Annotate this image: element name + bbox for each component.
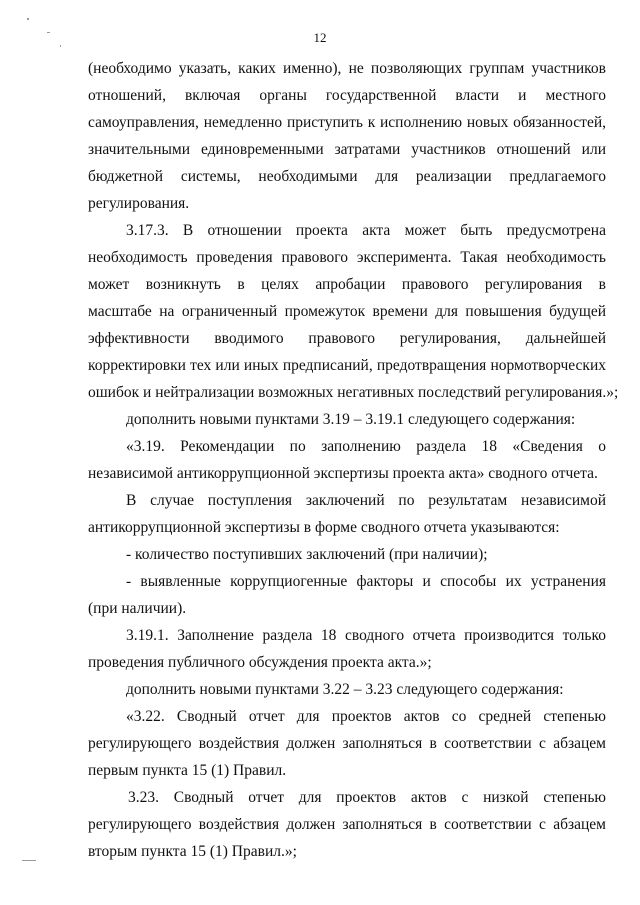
list-item: - количество поступивших заключений (при наличии); bbox=[126, 546, 488, 563]
text-line: корректировки тех или иных предписаний, предотвращения нормотворческих bbox=[88, 357, 606, 374]
text-line: первым пункта 15 (1) Правил. bbox=[88, 762, 287, 779]
text-line: самоуправления, немедленно приступить к исполнению новых обязанностей, bbox=[88, 114, 606, 131]
text-line: бюджетной системы, необходимыми для реализации предлагаемого bbox=[88, 168, 606, 185]
text-line: ошибок и нейтрализации возможных негативных последствий регулирования.»; bbox=[88, 384, 619, 401]
text-line: отношений, включая органы государственной власти и местного bbox=[88, 87, 606, 104]
text-line: регулирующего воздействия должен заполняться в соответствии с абзацем bbox=[88, 735, 606, 752]
scan-mark bbox=[47, 32, 50, 33]
text-line: значительными единовременными затратами участников отношений или bbox=[88, 141, 606, 158]
text-line: В случае поступления заключений по результатам независимой bbox=[126, 492, 606, 509]
text-line: дополнить новыми пунктами 3.19 – 3.19.1 следующего содержания: bbox=[126, 411, 576, 428]
text-line: регулирования. bbox=[88, 195, 190, 212]
text-line: (необходимо указать, каких именно), не позволяющих группам участников bbox=[88, 60, 606, 77]
text-line: 3.17.3. В отношении проекта акта может быть предусмотрена bbox=[126, 222, 606, 239]
text-line: 3.19.1. Заполнение раздела 18 сводного отчета производится только bbox=[126, 627, 606, 644]
text-line: «3.22. Сводный отчет для проектов актов со средней степенью bbox=[126, 708, 606, 725]
text-line: (при наличии). bbox=[88, 600, 187, 617]
scan-mark bbox=[22, 860, 36, 861]
text-line: регулирующего воздействия должен заполняться в соответствии с абзацем bbox=[88, 816, 606, 833]
document-body bbox=[88, 55, 619, 865]
page-number: 12 bbox=[313, 30, 327, 45]
text-line: необходимость проведения правового эксперимента. Такая необходимость bbox=[88, 249, 606, 266]
text-line: эффективности вводимого правового регулирования, дальнейшей bbox=[88, 330, 606, 347]
text-line: антикоррупционной экспертизы в форме сводного отчета указываются: bbox=[88, 519, 560, 536]
text-line: масштабе на ограниченный промежуток времени для повышения будущей bbox=[88, 303, 606, 320]
text-line: вторым пункта 15 (1) Правил.»; bbox=[88, 843, 297, 860]
text-line: дополнить новыми пунктами 3.22 – 3.23 следующего содержания: bbox=[126, 681, 564, 698]
text-line: «3.19. Рекомендации по заполнению раздела 18 «Сведения о bbox=[126, 438, 606, 455]
text-line: может возникнуть в целях апробации правового регулирования в bbox=[88, 276, 606, 293]
text-line: проведения публичного обсуждения проекта акта.»; bbox=[88, 654, 432, 671]
scan-mark bbox=[27, 18, 29, 20]
scan-mark bbox=[60, 45, 61, 47]
text-line: независимой антикоррупционной экспертизы проекта акта» сводного отчета. bbox=[88, 465, 598, 482]
text-line: 3.23. Сводный отчет для проектов актов с низкой степенью bbox=[128, 789, 606, 806]
list-item: - выявленные коррупциогенные факторы и способы их устранения bbox=[126, 573, 606, 590]
